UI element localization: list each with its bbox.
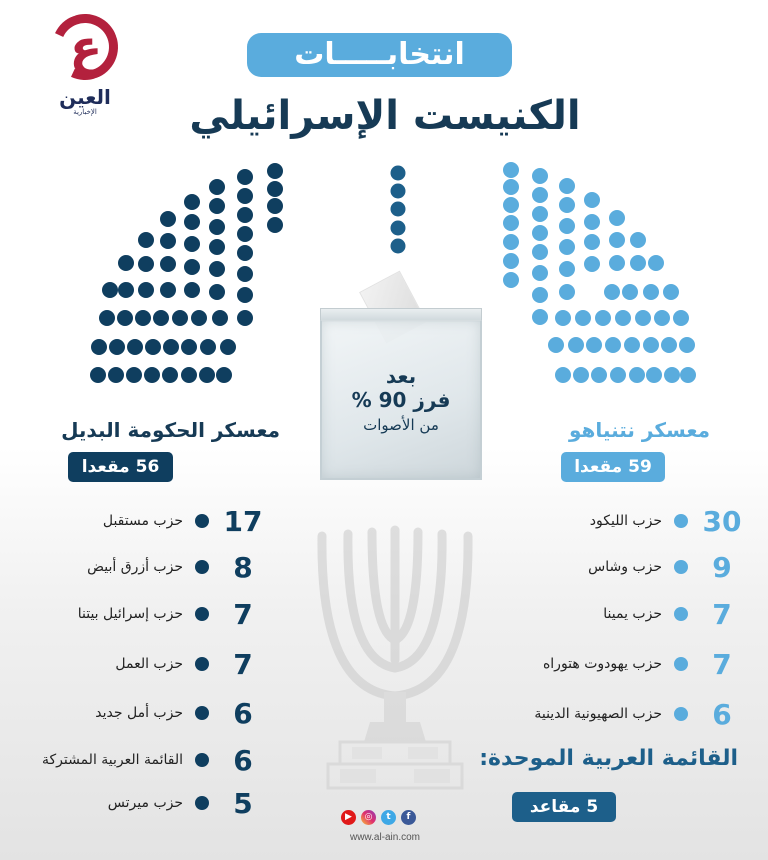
seat-dot — [209, 219, 225, 235]
seat-dot — [126, 367, 142, 383]
seat-dot — [184, 214, 200, 230]
seat-dot — [532, 225, 548, 241]
seat-dot — [586, 337, 602, 353]
party-seats: 6 — [712, 697, 732, 731]
seat-dot — [654, 310, 670, 326]
seat-dot — [503, 234, 519, 250]
party-seats: 8 — [233, 550, 253, 584]
seat-dot — [532, 168, 548, 184]
count-status-line1: بعد — [385, 364, 417, 388]
seat-dot — [160, 233, 176, 249]
seat-dot — [584, 192, 600, 208]
seat-dot — [138, 256, 154, 272]
party-seats: 17 — [223, 504, 263, 538]
bullet-icon — [195, 796, 209, 810]
instagram-icon[interactable]: ◎ — [361, 810, 376, 825]
seat-dot — [391, 239, 406, 254]
seat-dot — [532, 265, 548, 281]
party-seats: 9 — [712, 550, 732, 584]
seat-dot — [559, 261, 575, 277]
logo-name: العين — [59, 85, 111, 109]
seat-dot — [532, 206, 548, 222]
seat-dot — [555, 367, 571, 383]
netanyahu-camp-title: معسكر نتنياهو — [569, 418, 710, 442]
logo-subtitle: الإخبارية — [73, 108, 97, 116]
party-name: حزب وشاس — [588, 559, 662, 575]
elections-tag: انتخابـــــات — [247, 33, 512, 77]
seat-dot — [661, 337, 677, 353]
seat-dot — [153, 310, 169, 326]
bullet-icon — [195, 560, 209, 574]
seat-dot — [532, 309, 548, 325]
seat-dot — [595, 310, 611, 326]
netanyahu-seats-badge: 59 مقعدا — [561, 452, 665, 482]
seat-dot — [160, 256, 176, 272]
seat-dot — [162, 367, 178, 383]
party-row — [78, 597, 263, 631]
menorah-watermark-icon — [300, 510, 490, 790]
party-seats: 6 — [233, 696, 253, 730]
seat-dot — [237, 287, 253, 303]
party-name: حزب أزرق أبيض — [87, 559, 183, 575]
seat-dot — [630, 255, 646, 271]
seat-dot — [503, 162, 519, 178]
seat-dot — [559, 218, 575, 234]
seat-dot — [216, 367, 232, 383]
seat-dot — [200, 339, 216, 355]
seat-dot — [391, 166, 406, 181]
seat-dot — [624, 337, 640, 353]
party-name: حزب ميرتس — [107, 795, 183, 811]
party-seats: 30 — [702, 504, 742, 538]
party-row — [115, 647, 263, 681]
seat-dot — [646, 367, 662, 383]
seat-dot — [237, 207, 253, 223]
seat-dot — [555, 310, 571, 326]
seat-dot — [209, 179, 225, 195]
party-name: حزب العمل — [115, 656, 183, 672]
seat-dot — [591, 367, 607, 383]
seat-dot — [91, 339, 107, 355]
party-row — [534, 697, 742, 731]
party-name: حزب مستقبل — [102, 513, 183, 529]
seat-dot — [568, 337, 584, 353]
seat-dot — [664, 367, 680, 383]
seat-dot — [609, 232, 625, 248]
seat-dot — [609, 255, 625, 271]
seat-dot — [548, 337, 564, 353]
seat-dot — [209, 198, 225, 214]
seat-dot — [118, 282, 134, 298]
bullet-icon — [195, 607, 209, 621]
bullet-icon — [674, 607, 688, 621]
seat-dot — [629, 367, 645, 383]
seat-dot — [127, 339, 143, 355]
bullet-icon — [674, 514, 688, 528]
seat-dot — [391, 202, 406, 217]
al-ain-logo — [44, 12, 134, 120]
seat-dot — [237, 266, 253, 282]
seat-dot — [212, 310, 228, 326]
seat-dot — [108, 367, 124, 383]
party-seats: 6 — [233, 743, 253, 777]
party-row — [103, 504, 263, 538]
seat-dot — [559, 284, 575, 300]
seat-dot — [209, 284, 225, 300]
united-arab-list-title: القائمة العربية الموحدة: — [479, 746, 738, 771]
twitter-icon[interactable]: t — [381, 810, 396, 825]
party-seats: 7 — [712, 597, 732, 631]
seat-dot — [679, 337, 695, 353]
seat-dot — [172, 310, 188, 326]
social-links — [341, 810, 416, 825]
seat-dot — [622, 284, 638, 300]
party-row — [42, 743, 263, 777]
seat-dot — [503, 215, 519, 231]
seat-dot — [643, 337, 659, 353]
seat-dot — [209, 239, 225, 255]
seat-dot — [648, 255, 664, 271]
count-status-line2: فرز 90 % — [351, 388, 451, 412]
page-title: الكنيست الإسرائيلي — [189, 93, 581, 139]
facebook-icon[interactable]: f — [401, 810, 416, 825]
seat-dot — [559, 239, 575, 255]
party-row — [603, 597, 742, 631]
seat-dot — [573, 367, 589, 383]
united-arab-list-seats-badge: 5 مقاعد — [512, 792, 616, 822]
seat-dot — [267, 163, 283, 179]
seat-dot — [267, 181, 283, 197]
seat-dot — [184, 236, 200, 252]
seat-dot — [630, 232, 646, 248]
seat-dot — [615, 310, 631, 326]
seat-dot — [220, 339, 236, 355]
seat-dot — [181, 367, 197, 383]
seat-dot — [673, 310, 689, 326]
seat-dot — [643, 284, 659, 300]
seat-dot — [184, 259, 200, 275]
party-row — [108, 786, 263, 820]
party-name: حزب إسرائيل بيتنا — [77, 606, 183, 622]
party-row — [590, 504, 742, 538]
seat-dot — [138, 232, 154, 248]
ballot-box — [320, 270, 482, 480]
seat-dot — [163, 339, 179, 355]
party-seats: 7 — [712, 647, 732, 681]
seat-dot — [237, 188, 253, 204]
seat-dot — [160, 211, 176, 227]
seat-dot — [117, 310, 133, 326]
party-name: حزب يمينا — [603, 606, 662, 622]
party-row — [543, 647, 742, 681]
seat-dot — [503, 272, 519, 288]
seat-dot — [680, 367, 696, 383]
youtube-icon[interactable]: ▶ — [341, 810, 356, 825]
party-row — [588, 550, 742, 584]
party-row — [87, 550, 263, 584]
seat-dot — [609, 210, 625, 226]
seat-dot — [99, 310, 115, 326]
seat-dot — [503, 197, 519, 213]
seat-dot — [138, 282, 154, 298]
bullet-icon — [195, 753, 209, 767]
seat-dot — [584, 256, 600, 272]
seat-dot — [532, 244, 548, 260]
logo-glyph: ع — [69, 20, 103, 76]
seat-dot — [610, 367, 626, 383]
seat-dot — [559, 197, 575, 213]
seat-dot — [559, 178, 575, 194]
seat-dot — [604, 284, 620, 300]
seat-dot — [584, 214, 600, 230]
seat-dot — [102, 282, 118, 298]
seat-dot — [109, 339, 125, 355]
count-status-line3: من الأصوات — [363, 416, 439, 434]
alternative-government-seats-badge: 56 مقعدا — [68, 452, 173, 482]
count-status — [320, 364, 482, 438]
seat-dot — [237, 245, 253, 261]
seat-dot — [199, 367, 215, 383]
seat-dot — [237, 169, 253, 185]
seat-dot — [584, 234, 600, 250]
seat-dot — [184, 282, 200, 298]
party-name: حزب الصهيونية الدينية — [534, 706, 662, 722]
alternative-government-camp-title: معسكر الحكومة البديل — [61, 418, 280, 442]
seat-dot — [663, 284, 679, 300]
bullet-icon — [674, 560, 688, 574]
party-name: حزب يهودوت هتوراه — [542, 656, 662, 672]
seat-dot — [532, 187, 548, 203]
bullet-icon — [195, 706, 209, 720]
party-name: حزب أمل جديد — [95, 705, 183, 721]
seat-dot — [237, 226, 253, 242]
seat-dot — [135, 310, 151, 326]
seat-dot — [575, 310, 591, 326]
party-row — [95, 696, 263, 730]
seat-dot — [237, 310, 253, 326]
seat-dot — [391, 221, 406, 236]
seat-dot — [635, 310, 651, 326]
seat-dot — [503, 179, 519, 195]
seat-dot — [605, 337, 621, 353]
party-seats: 5 — [233, 786, 253, 820]
seat-dot — [90, 367, 106, 383]
party-name: حزب الليكود — [589, 513, 662, 529]
seat-dot — [267, 217, 283, 233]
seat-dot — [532, 287, 548, 303]
seat-dot — [209, 261, 225, 277]
party-seats: 7 — [233, 647, 253, 681]
seat-dot — [184, 194, 200, 210]
bullet-icon — [195, 514, 209, 528]
seat-dot — [391, 184, 406, 199]
seat-dot — [267, 198, 283, 214]
seat-dot — [181, 339, 197, 355]
party-name: القائمة العربية المشتركة — [41, 752, 183, 768]
bullet-icon — [195, 657, 209, 671]
seat-dot — [191, 310, 207, 326]
seat-dot — [160, 282, 176, 298]
party-seats: 7 — [233, 597, 253, 631]
bullet-icon — [674, 707, 688, 721]
website-link[interactable]: www.al-ain.com — [349, 832, 421, 843]
seat-dot — [503, 253, 519, 269]
bullet-icon — [674, 657, 688, 671]
seat-dot — [145, 339, 161, 355]
seat-dot — [144, 367, 160, 383]
seat-dot — [118, 255, 134, 271]
